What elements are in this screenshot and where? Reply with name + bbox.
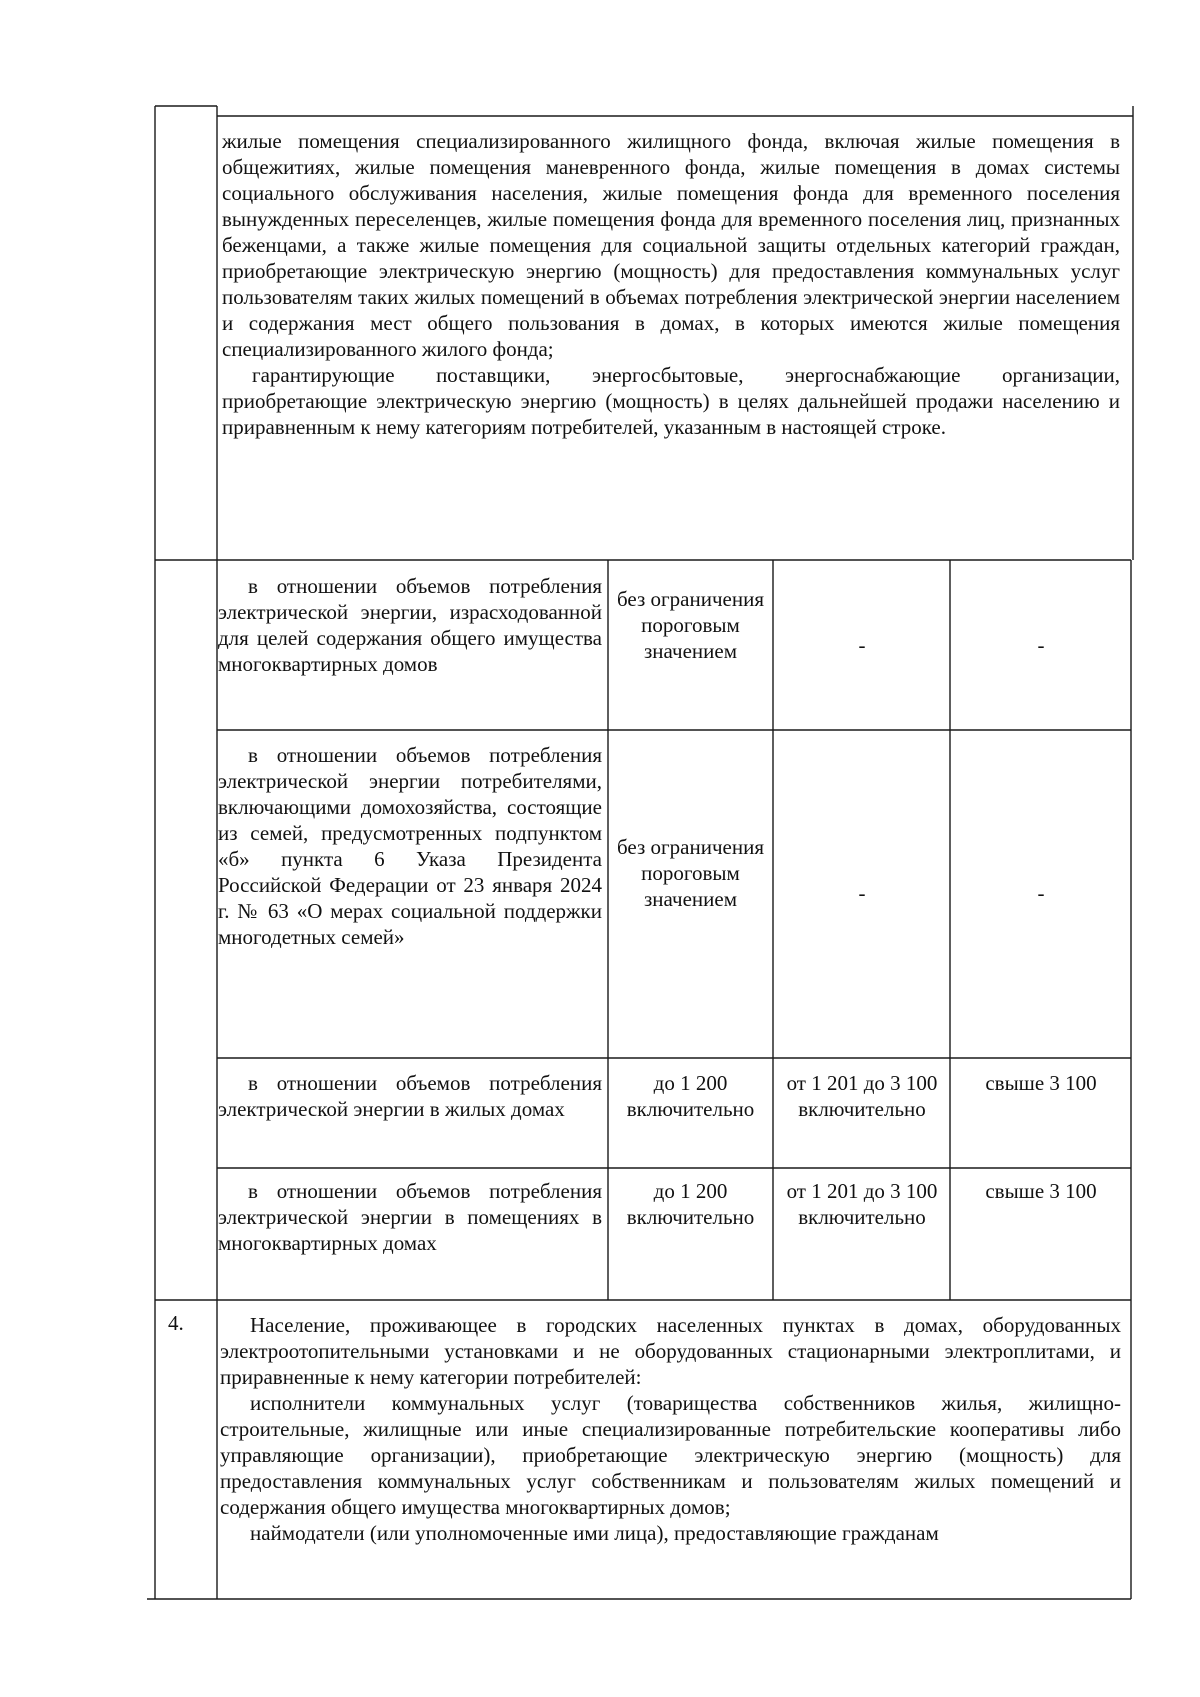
subrow-2-col2 — [778, 880, 946, 906]
row3-text — [222, 128, 1120, 440]
subrow-3-col2 — [778, 1070, 946, 1122]
subrow-3-col2-text: от 1 201 до 3 100 включительно — [786, 1071, 938, 1121]
subrow-4-col2-text: от 1 201 до 3 100 включительно — [786, 1179, 938, 1229]
subrow-1-col1 — [612, 586, 769, 664]
subrow-4-desc-text: в отношении объемов потребления электрической энергии в помещениях в многоквартирных домах — [218, 1179, 602, 1255]
subrow-2-col1 — [612, 834, 769, 912]
subrow-2-col3-text: - — [1037, 881, 1045, 905]
subrow-3-desc — [218, 1070, 602, 1122]
row4-paragraph-3: наймодатели (или уполномоченные ими лица), предоставляющие гражданам — [250, 1521, 939, 1545]
subrow-4-col1 — [612, 1178, 769, 1230]
subrow-1-desc-text: в отношении объемов потребления электрической энергии, израсходованной для целей содержания общего имущества многоквартирных домов — [218, 574, 602, 676]
subrow-4-col1-text: до 1 200 включительно — [626, 1179, 755, 1229]
subrow-1-col1-text: без ограничения пороговым значением — [617, 587, 764, 663]
row4-text — [220, 1312, 1121, 1546]
row4-paragraph-1: Население, проживающее в городских населенных пунктах в домах, оборудованных электроотопительными установками и не оборудованных стационарными электроплитами, и приравненные к нему категории потребителей: — [220, 1313, 1121, 1389]
subrow-2-desc-text: в отношении объемов потребления электрической энергии потребителями, включающими домохозяйства, состоящие из семей, предусмотренных подпунктом «б» пункта 6 Указа Президента Российской Федерации от 23 января 2024 г. № 63 «О мерах социальной поддержки многодетных семей» — [218, 743, 602, 949]
row4-paragraph-2: исполнители коммунальных услуг (товарищества собственников жилья, жилищно-строительные, жилищные или иные специализированные потребительские кооперативы либо управляющие организации), приобретающие электрическую энергию (мощность) для предоставления коммунальных услуг собственникам и пользователям жилых помещений и содержания общего имущества многоквартирных домов; — [220, 1391, 1121, 1519]
subrow-3-col3 — [955, 1070, 1127, 1096]
row3-paragraph-1: жилые помещения специализированного жилищного фонда, включая жилые помещения в общежитиях, жилые помещения маневренного фонда, жилые помещения в домах системы социального обслуживания населения, жилые помещения фонда для временного поселения вынужденных переселенцев, жилые помещения фонда для временного поселения лиц, признанных беженцами, а также жилые помещения для социальной защиты отдельных категорий граждан, приобретающие электрическую энергию (мощность) для предоставления коммунальных услуг пользователям таких жилых помещений в объемах потребления электрической энергии населением и содержания мест общего пользования в домах, в которых имеются жилые помещения специализированного жилого фонда; — [222, 129, 1120, 361]
subrow-1-col2-text: - — [858, 633, 866, 657]
subrow-1-col2 — [778, 632, 946, 658]
row4-number: 4. — [168, 1311, 184, 1335]
subrow-3-desc-text: в отношении объемов потребления электрической энергии в жилых домах — [218, 1071, 602, 1121]
subrow-1-desc — [218, 573, 602, 677]
subrow-2-col2-text: - — [858, 881, 866, 905]
subrow-4-desc — [218, 1178, 602, 1256]
subrow-1-col3-text: - — [1037, 633, 1045, 657]
subrow-4-col2 — [778, 1178, 946, 1230]
subrow-4-col3 — [955, 1178, 1127, 1204]
subrow-3-col1-text: до 1 200 включительно — [626, 1071, 755, 1121]
subrow-4-col3-text: свыше 3 100 — [985, 1179, 1097, 1203]
subrow-3-col1 — [612, 1070, 769, 1122]
row3-paragraph-2: гарантирующие поставщики, энергосбытовые, энергоснабжающие организации, приобретающие электрическую энергию (мощность) в целях дальнейшей продажи населению и приравненным к нему категориям потребителей, указанным в настоящей строке. — [222, 363, 1120, 439]
subrow-2-col3 — [955, 880, 1127, 906]
subrow-3-col3-text: свыше 3 100 — [985, 1071, 1097, 1095]
subrow-2-desc — [218, 742, 602, 950]
subrow-2-col1-text: без ограничения пороговым значением — [617, 835, 764, 911]
subrow-1-col3 — [955, 632, 1127, 658]
